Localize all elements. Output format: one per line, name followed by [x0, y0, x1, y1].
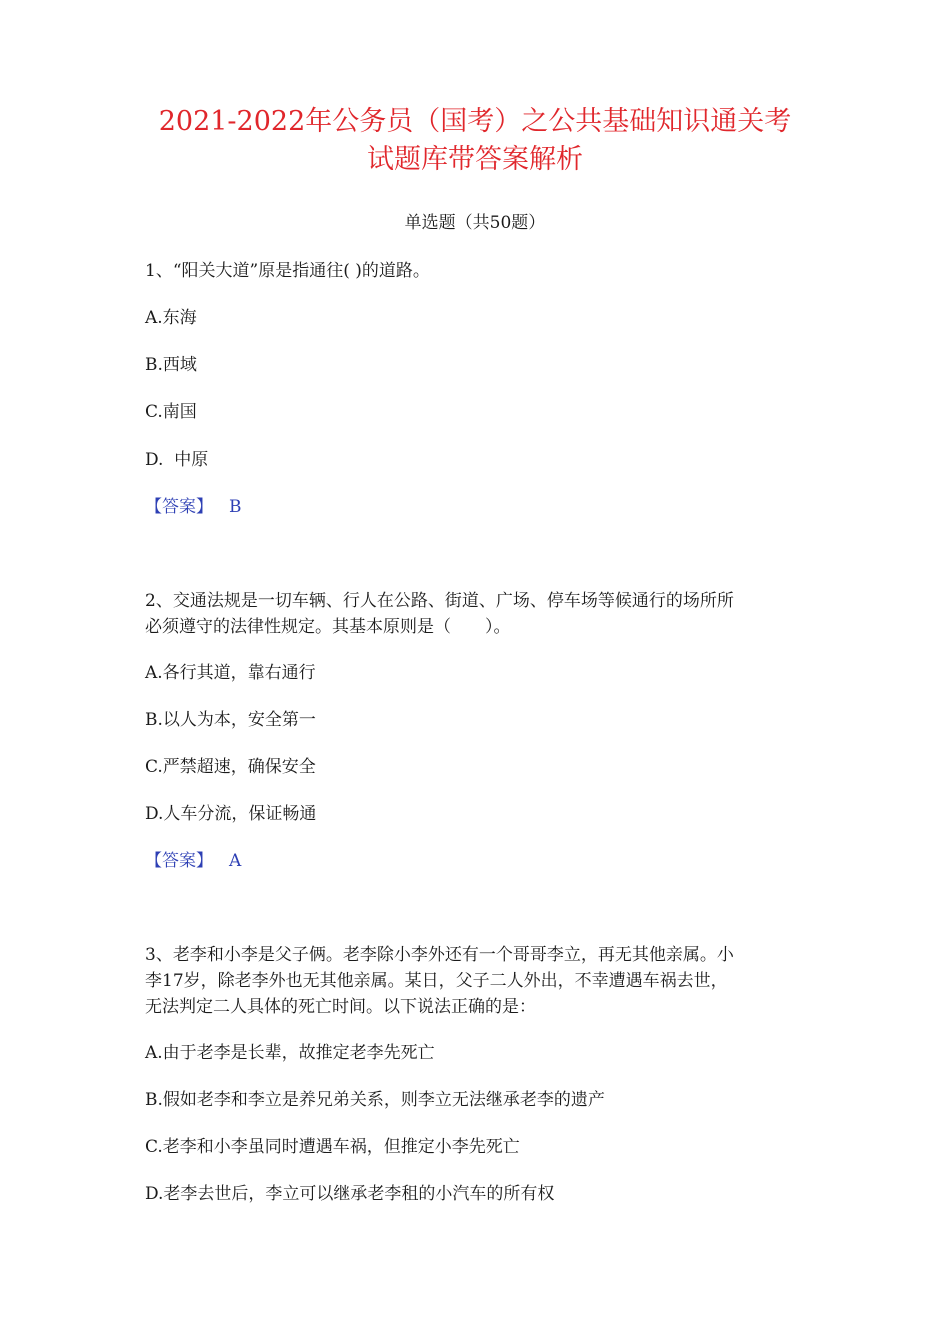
question-1-option-d: D. 中原: [145, 450, 209, 470]
question-1-option-a: A.东海: [145, 308, 197, 328]
question-1-answer: [145, 494, 825, 520]
question-3-stem-line3: 无法判定二人具体的死亡时间。以下说法正确的是：: [145, 997, 536, 1017]
question-1-option-b: B.西域: [145, 355, 197, 375]
question-3-stem-line2: 李17岁，除老李外也无其他亲属。某日，父子二人外出，不幸遭遇车祸去世，: [145, 971, 728, 991]
question-2-option-c: C.严禁超速，确保安全: [145, 757, 316, 777]
question-3-option-a: A.由于老李是长辈，故推定老李先死亡: [145, 1043, 435, 1063]
answer-value: A: [229, 851, 242, 871]
question-3-option-d: D.老李去世后，李立可以继承老李租的小汽车的所有权: [145, 1184, 555, 1204]
question-3-option-b: B.假如老李和李立是养兄弟关系，则李立无法继承老李的遗产: [145, 1090, 605, 1110]
question-1-option-c: C.南国: [145, 402, 197, 422]
document-title-line1: 2021-2022年公务员（国考）之公共基础知识通关考: [158, 106, 792, 137]
answer-value: B: [229, 497, 242, 517]
question-2-stem-line2: 必须遵守的法律性规定。其基本原则是（ ）。: [145, 617, 511, 637]
question-3-stem-line1: 3、老李和小李是父子俩。老李除小李外还有一个哥哥李立，再无其他亲属。小: [145, 945, 734, 965]
question-2-answer: [145, 848, 825, 874]
question-2-option-a: A.各行其道，靠右通行: [145, 663, 316, 683]
question-2-stem-line1: 2、交通法规是一切车辆、行人在公路、街道、广场、停车场等候通行的场所所: [145, 591, 734, 611]
section-title: 单选题（共50题）: [404, 213, 546, 233]
document-title: [120, 103, 830, 179]
question-1-stem: 1、“阳关大道”原是指通往( )的道路。: [145, 261, 430, 281]
question-2-option-d: D.人车分流，保证畅通: [145, 804, 317, 824]
answer-label: 【答案】: [145, 851, 213, 871]
answer-label: 【答案】: [145, 497, 213, 517]
question-3-option-c: C.老李和小李虽同时遭遇车祸，但推定小李先死亡: [145, 1137, 520, 1157]
question-2-option-b: B.以人为本，安全第一: [145, 710, 316, 730]
document-title-line2: 试题库带答案解析: [367, 144, 583, 175]
